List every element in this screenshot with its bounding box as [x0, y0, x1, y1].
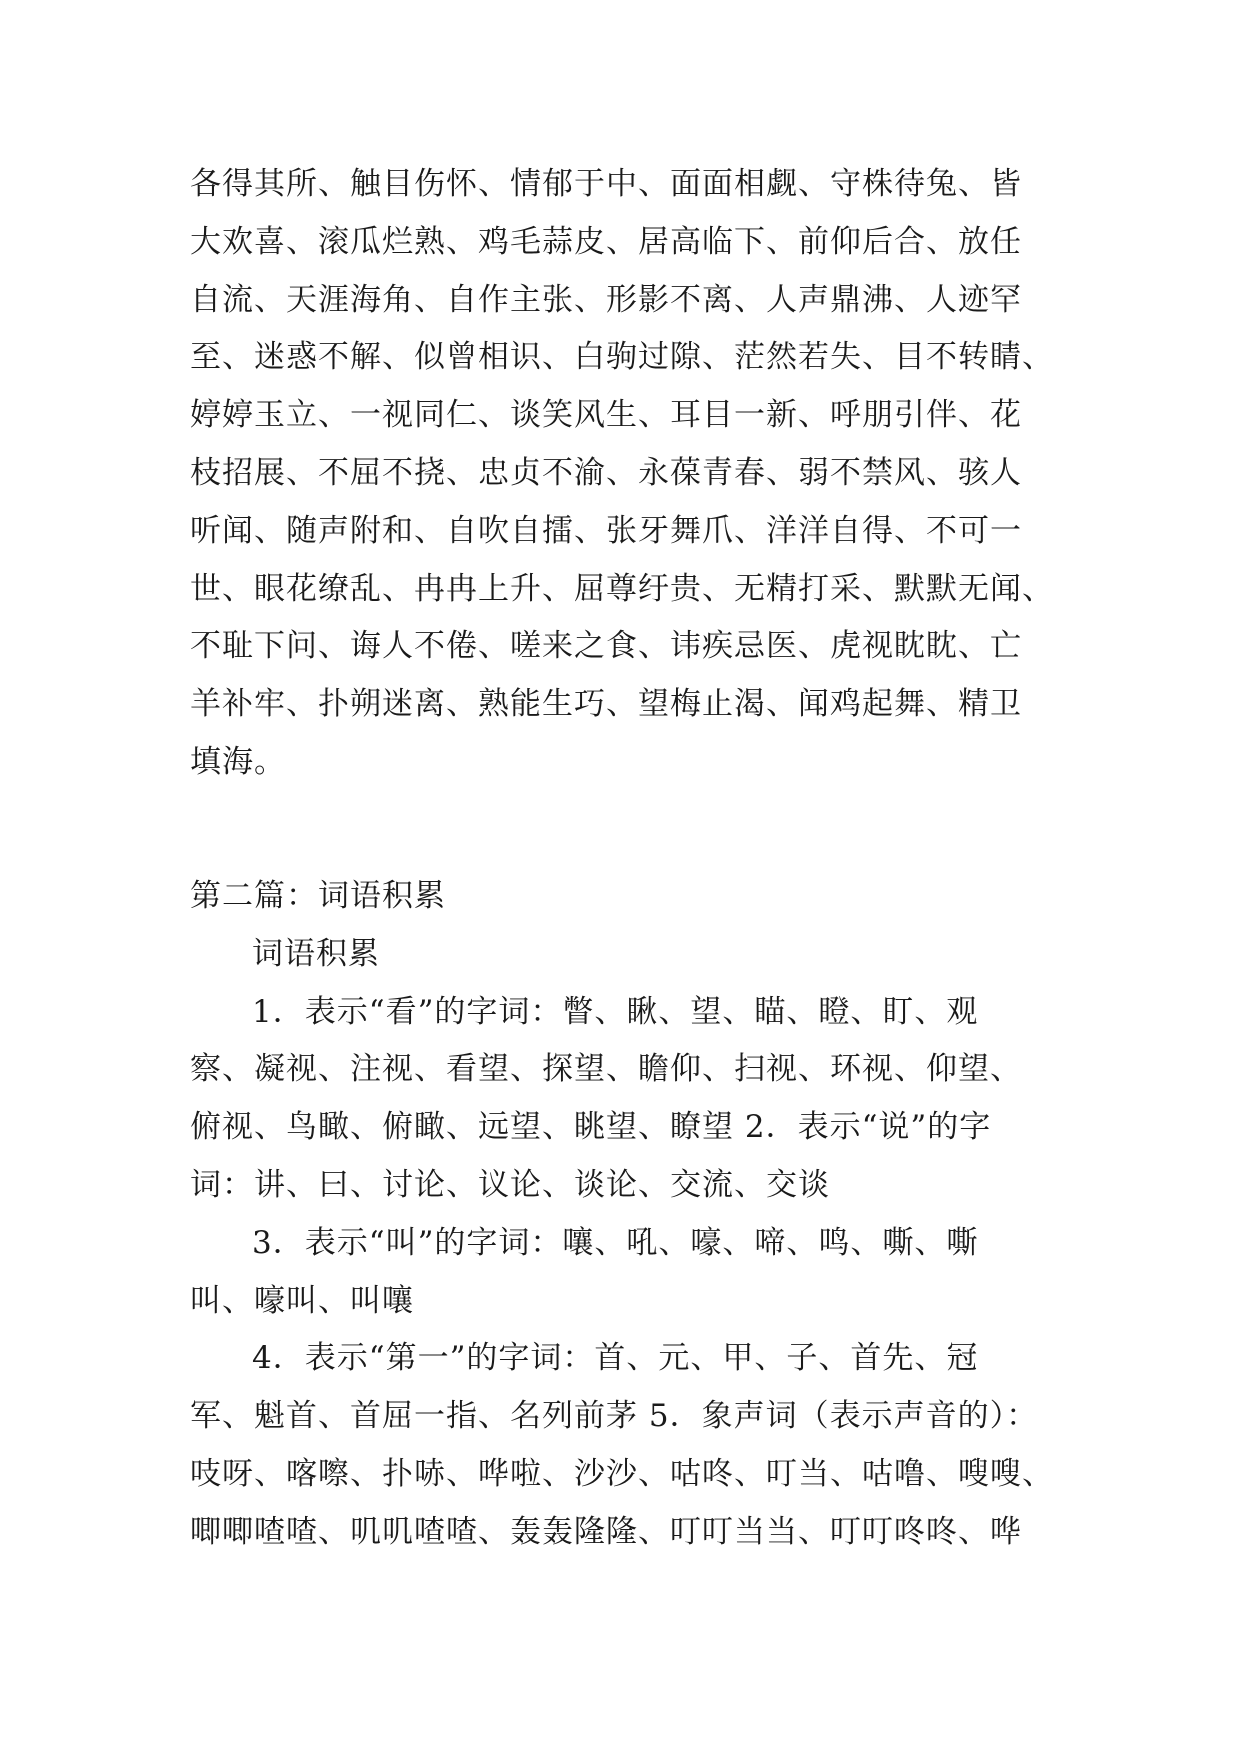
text-line: 听闻、随声附和、自吹自擂、张牙舞爪、洋洋自得、不可一 — [190, 512, 1022, 549]
text-line: 1．表示“看”的字词：瞥、瞅、望、瞄、瞪、盯、观 — [252, 993, 979, 1030]
text-line: 俯视、鸟瞰、俯瞰、远望、眺望、瞭望 2．表示“说”的字 — [190, 1109, 992, 1146]
text-line: 羊补牢、扑朔迷离、熟能生巧、望梅止渴、闻鸡起舞、精卫 — [190, 686, 1022, 723]
text-line: 察、凝视、注视、看望、探望、瞻仰、扫视、环视、仰望、 — [190, 1051, 1022, 1088]
text-line: 填海。 — [190, 743, 286, 780]
text-line: 词：讲、曰、讨论、议论、谈论、交流、交谈 — [190, 1166, 830, 1203]
idiom-list — [190, 156, 1070, 792]
section-heading: 第二篇：词语积累 — [190, 878, 446, 914]
text-line: 军、魁首、首屈一指、名列前茅 5．象声词（表示声音的）： — [190, 1398, 1039, 1435]
text-line: 吱呀、喀嚓、扑哧、哗啦、沙沙、咕咚、叮当、咕噜、嗖嗖、 — [190, 1455, 1054, 1492]
text-line: 枝招展、不屈不挠、忠贞不渝、永葆青春、弱不禁风、骇人 — [190, 454, 1022, 491]
text-line: 自流、天涯海角、自作主张、形影不离、人声鼎沸、人迹罕 — [190, 281, 1022, 318]
text-line: 至、迷惑不解、似曾相识、白驹过隙、茫然若失、目不转睛、 — [190, 339, 1054, 376]
text-line: 大欢喜、滚瓜烂熟、鸡毛蒜皮、居高临下、前仰后合、放任 — [190, 223, 1022, 260]
text-line: 3．表示“叫”的字词：嚷、吼、嚎、啼、鸣、嘶、嘶 — [252, 1224, 979, 1261]
text-line: 叫、嚎叫、叫嚷 — [190, 1282, 414, 1319]
text-line: 不耻下问、诲人不倦、嗟来之食、讳疾忌医、虎视眈眈、亡 — [190, 628, 1022, 665]
text-line: 婷婷玉立、一视同仁、谈笑风生、耳目一新、呼朋引伴、花 — [190, 397, 1022, 434]
text-line: 各得其所、触目伤怀、情郁于中、面面相觑、守株待兔、皆 — [190, 166, 1022, 202]
text-line: 唧唧喳喳、叽叽喳喳、轰轰隆隆、叮叮当当、叮叮咚咚、哗 — [190, 1513, 1022, 1550]
text-line: 世、眼花缭乱、冉冉上升、屈尊纡贵、无精打采、默默无闻、 — [190, 570, 1054, 607]
section-subtitle: 词语积累 — [252, 935, 380, 972]
text-line: 4．表示“第一”的字词：首、元、甲、子、首先、冠 — [252, 1340, 979, 1377]
section-vocabulary — [190, 868, 1070, 1562]
